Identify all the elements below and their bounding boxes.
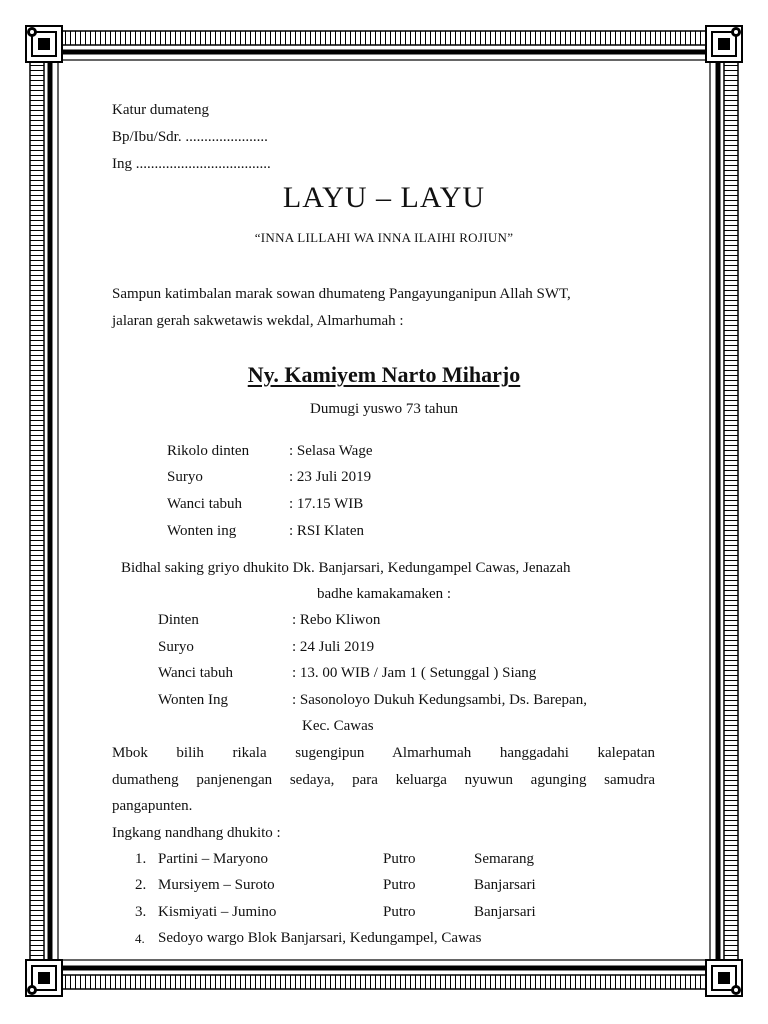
mourner-number: 4. [135, 931, 145, 946]
death-detail-label: Wanci tabuh [167, 496, 243, 512]
death-detail-value: : Selasa Wage [289, 443, 373, 459]
burial-detail-value: : 24 Juli 2019 [292, 639, 375, 655]
apology-line-1: Mbok bilih rikala sugengipun Almarhumah hanggadahi kalepatan [112, 745, 655, 761]
mourner-name: Mursiyem – Suroto [158, 877, 275, 893]
mourner-number: 2. [135, 877, 147, 893]
mourner-community: Sedoyo wargo Blok Banjarsari, Kedungampel, Cawas [158, 930, 482, 946]
mourner-place: Banjarsari [474, 877, 536, 893]
mourner-number: 3. [135, 904, 147, 920]
burial-detail-value: : 13. 00 WIB / Jam 1 ( Setunggal ) Siang [292, 665, 537, 681]
mourner-place: Banjarsari [474, 904, 536, 920]
mourner-name: Partini – Maryono [158, 851, 268, 867]
istirja-subtitle: “INNA LILLAHI WA INNA ILAIHI ROJIUN” [254, 230, 514, 245]
burial-detail-value: : Rebo Kliwon [292, 612, 381, 628]
apology-line-2: dumatheng panjenengan sedaya, para keluarga nyuwun agunging samudra [112, 772, 655, 788]
opening-line-2: jalaran gerah sakwetawis wekdal, Almarhumah : [112, 313, 404, 329]
addressee-katur: Katur dumateng [112, 102, 210, 118]
mourner-place: Semarang [474, 851, 534, 867]
burial-detail-label: Wonten Ing [158, 692, 229, 708]
corner-ornament-bottom-right [706, 960, 742, 996]
addressee-location: Ing .................................... [112, 156, 271, 172]
death-detail-value: : 17.15 WIB [289, 496, 364, 512]
page-title: LAYU – LAYU [282, 181, 486, 214]
deceased-name: Ny. Kamiyem Narto Miharjo [247, 362, 521, 387]
deceased-age: Dumugi yuswo 73 tahun [310, 401, 458, 417]
mourner-number: 1. [135, 851, 147, 867]
apology-line-3: pangapunten. [112, 798, 193, 814]
mourners-intro: Ingkang nandhang dhukito : [112, 825, 281, 841]
burial-detail-label: Dinten [158, 612, 199, 628]
death-detail-label: Suryo [167, 469, 203, 485]
departure-line-1: Bidhal saking griyo dhukito Dk. Banjarsari, Kedungampel Cawas, Jenazah [121, 560, 571, 576]
mourner-relation: Putro [383, 904, 416, 920]
death-detail-value: : 23 Juli 2019 [289, 469, 372, 485]
opening-line-1: Sampun katimbalan marak sowan dhumateng Pangayunganipun Allah SWT, [112, 286, 571, 302]
death-detail-label: Wonten ing [167, 523, 237, 539]
mourner-relation: Putro [383, 877, 416, 893]
burial-detail-label: Suryo [158, 639, 194, 655]
burial-location-continuation: Kec. Cawas [302, 718, 374, 734]
burial-detail-value: : Sasonoloyo Dukuh Kedungsambi, Ds. Barepan, [292, 692, 587, 708]
addressee-name: Bp/Ibu/Sdr. ...................... [112, 129, 268, 145]
mourner-relation: Putro [383, 851, 416, 867]
mourner-name: Kismiyati – Jumino [158, 904, 277, 920]
corner-ornament-bottom-left [26, 960, 62, 996]
departure-line-2: badhe kamakamaken : [316, 586, 452, 602]
death-detail-label: Rikolo dinten [167, 443, 250, 459]
burial-detail-label: Wanci tabuh [158, 665, 234, 681]
death-detail-value: : RSI Klaten [289, 523, 364, 539]
corner-ornament-top-right [706, 26, 742, 62]
corner-ornament-top-left [26, 26, 62, 62]
